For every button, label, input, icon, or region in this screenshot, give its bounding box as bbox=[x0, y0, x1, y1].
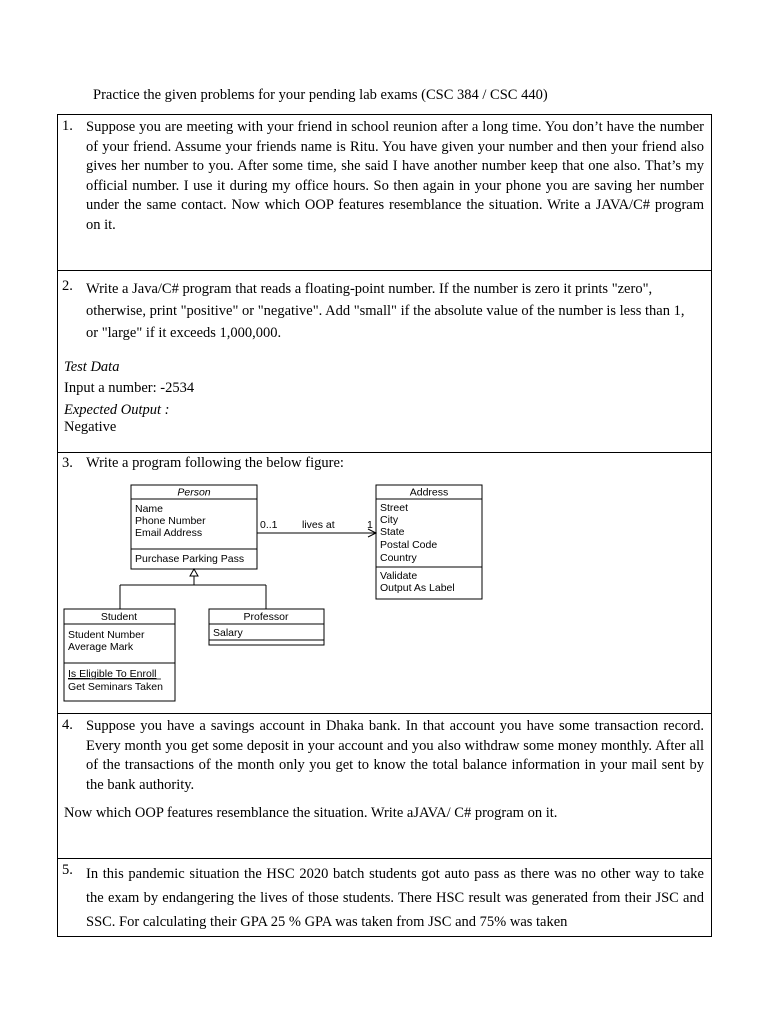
expected-output-value: Negative bbox=[64, 419, 117, 435]
student-attr: Student Number bbox=[68, 629, 145, 641]
test-data-label: Test Data bbox=[64, 359, 120, 375]
address-attr: Postal Code bbox=[380, 539, 438, 551]
question-4-cell bbox=[57, 713, 712, 858]
question-5-text: In this pandemic situation the HSC 2020 batch students got auto pass as there was no other way to take the exam by endangering the lives of those students. There HSC result was generated from their JSC and SSC. For calculating their GPA 25 % GPA was taken from JSC and 75% was taken bbox=[86, 866, 704, 930]
address-op: Output As Label bbox=[380, 582, 455, 594]
student-op: Get Seminars Taken bbox=[68, 681, 163, 693]
assoc-mult-right: 1 bbox=[367, 519, 373, 531]
uml-class-student bbox=[64, 609, 175, 701]
uml-class-professor bbox=[209, 609, 324, 645]
student-attr: Average Mark bbox=[68, 641, 134, 653]
uml-class-person bbox=[131, 485, 257, 569]
question-5-cell bbox=[57, 858, 712, 937]
question-1-number: 1. bbox=[62, 118, 73, 134]
uml-class-address bbox=[376, 485, 482, 599]
address-attr: Country bbox=[380, 552, 417, 564]
test-data-input: Input a number: -2534 bbox=[64, 380, 195, 396]
address-op: Validate bbox=[380, 570, 418, 582]
uml-generalization bbox=[120, 569, 266, 609]
address-title: Address bbox=[409, 486, 449, 499]
student-op: Is Eligible To Enroll bbox=[68, 668, 157, 680]
address-attr: City bbox=[380, 514, 399, 526]
person-attr: Name bbox=[135, 503, 164, 515]
student-title: Student bbox=[100, 611, 138, 623]
question-1-text: Suppose you are meeting with your friend in school reunion after a long time. You don’t have the number of your friend. Assume your friends name is Ritu. You have given your number and then your friend also gives her number to you. After some time, she said I have another number keep that one also. That’s my official number. I use it during my office hours. So then again in your phone you are saving her number under the same contact. Now which OOP features resemblance the situation. Write a JAVA/C# program on it. bbox=[86, 119, 704, 233]
question-3-number: 3. bbox=[62, 455, 73, 471]
person-title: Person bbox=[177, 486, 211, 499]
assoc-mult-left: 0..1 bbox=[260, 519, 278, 531]
question-4-followup: Now which OOP features resemblance the situation. Write aJAVA/ C# program on it. bbox=[64, 805, 558, 821]
professor-attr: Salary bbox=[213, 627, 243, 639]
question-5-number: 5. bbox=[62, 862, 73, 878]
expected-output-label: Expected Output : bbox=[64, 402, 170, 418]
person-attr: Email Address bbox=[135, 527, 203, 539]
question-1-cell bbox=[57, 114, 712, 270]
uml-class-diagram bbox=[62, 483, 522, 723]
question-4-number: 4. bbox=[62, 717, 73, 733]
address-attr: State bbox=[380, 526, 405, 538]
question-2-cell bbox=[57, 270, 712, 452]
professor-title: Professor bbox=[243, 611, 289, 623]
address-attr: Street bbox=[380, 502, 409, 514]
question-3-text: Write a program following the below figure: bbox=[86, 455, 344, 471]
assoc-label: lives at bbox=[302, 519, 335, 531]
question-2-text: Write a Java/C# program that reads a floating-point number. If the number is zero it prints "zero", otherwise, print "positive" or "negative". Add "small" if the absolute value of the number is less than 1, or "large" if it exceeds 1,000,000. bbox=[86, 281, 685, 341]
uml-association bbox=[257, 519, 376, 537]
page-header: Practice the given problems for your pending lab exams (CSC 384 / CSC 440) bbox=[93, 87, 548, 103]
question-3-cell bbox=[57, 452, 712, 713]
question-2-number: 2. bbox=[62, 278, 73, 294]
person-op: Purchase Parking Pass bbox=[135, 553, 245, 565]
person-attr: Phone Number bbox=[135, 515, 206, 527]
question-4-text: Suppose you have a savings account in Dhaka bank. In that account you have some transaction record. Every month you get some deposit in your account and you also withdraw some money monthly. After all of the transactions of the month only you get to know the total balance information in your mail sent by the bank authority. bbox=[86, 718, 704, 793]
